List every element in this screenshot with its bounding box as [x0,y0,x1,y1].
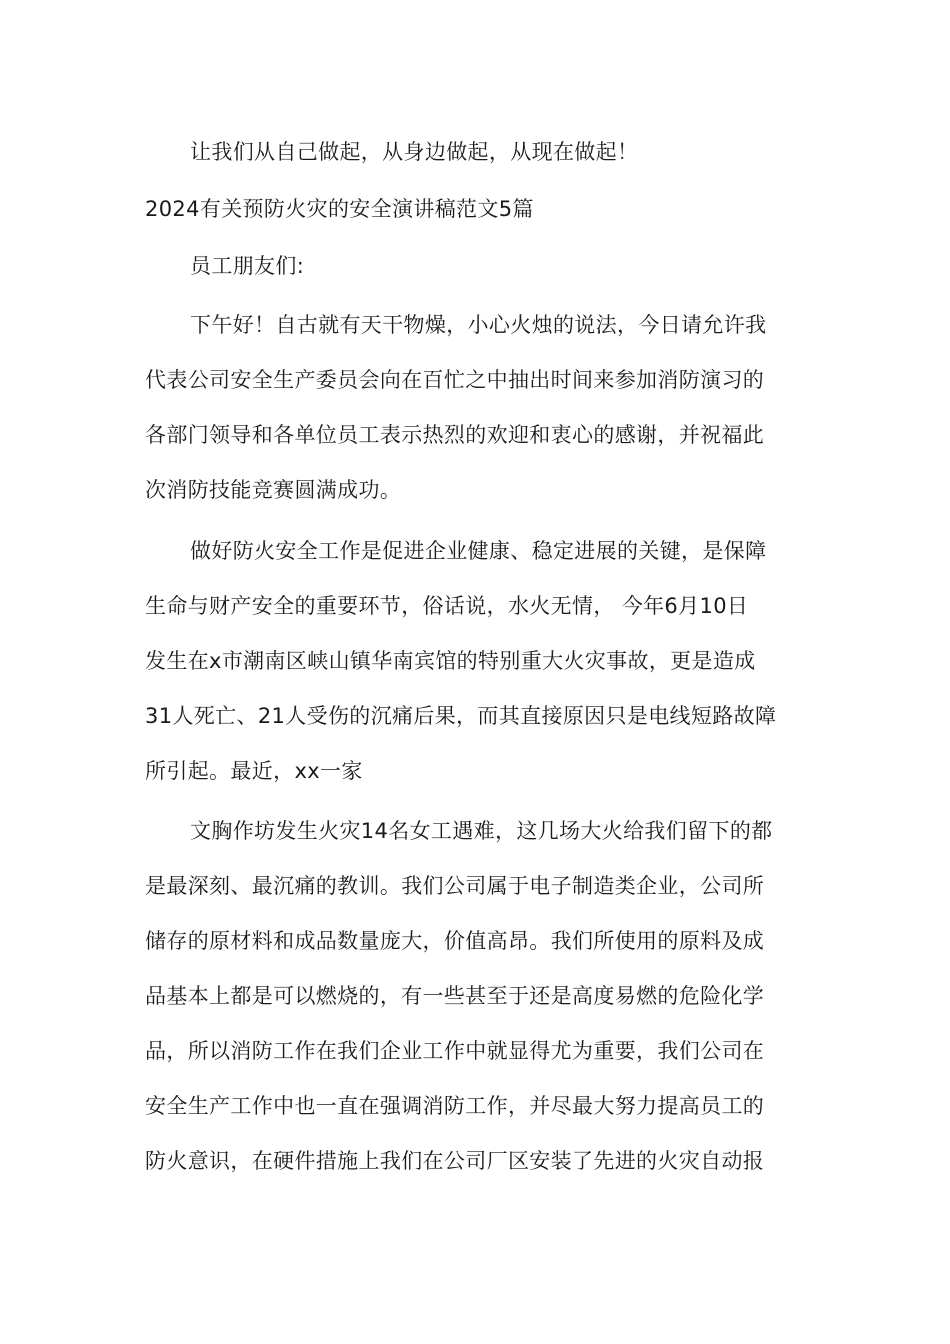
paragraph-3-line-7: 防火意识，在硬件措施上我们在公司厂区安装了先进的火灾自动报 [145,1149,765,1173]
paragraph-3-line-2: 是最深刻、最沉痛的教训。我们公司属于电子制造类企业，公司所 [145,874,765,898]
paragraph-1-line-3: 各部门领导和各单位员工表示热烈的欢迎和衷心的感谢，并祝福此 [145,423,765,447]
paragraph-1-line-2: 代表公司安全生产委员会向在百忙之中抽出时间来参加消防演习的 [145,368,765,392]
paragraph-2-line-1: 做好防火安全工作是促进企业健康、稳定进展的关键，是保障 [190,539,767,563]
paragraph-2-line-2: 生命与财产安全的重要环节，俗话说，水火无情， 今年6月10日 [145,594,749,618]
paragraph-2-line-3: 发生在x市潮南区峡山镇华南宾馆的特别重大火灾事故，更是造成 [145,649,756,673]
paragraph-3-line-4: 品基本上都是可以燃烧的，有一些甚至于还是高度易燃的危险化学 [145,984,765,1008]
paragraph-3-line-1: 文胸作坊发生火灾14名女工遇难，这几场大火给我们留下的都 [190,819,773,843]
paragraph-1-line-4: 次消防技能竞赛圆满成功。 [145,478,402,502]
paragraph-3-line-3: 储存的原材料和成品数量庞大，价值高昂。我们所使用的原料及成 [145,929,765,953]
paragraph-3-line-5: 品，所以消防工作在我们企业工作中就显得尤为重要，我们公司在 [145,1039,765,1063]
paragraph-2-line-4: 31人死亡、21人受伤的沉痛后果，而其直接原因只是电线短路故障 [145,704,777,728]
document-title: 2024有关预防火灾的安全演讲稿范文5篇 [145,197,534,221]
paragraph-2-line-5: 所引起。最近，xx一家 [145,759,363,783]
salutation: 员工朋友们: [190,254,305,278]
closing-line: 让我们从自己做起，从身边做起，从现在做起！ [190,140,639,164]
paragraph-3-line-6: 安全生产工作中也一直在强调消防工作，并尽最大努力提高员工的 [145,1094,765,1118]
paragraph-1-line-1: 下午好！自古就有天干物燥，小心火烛的说法，今日请允许我 [190,313,767,337]
